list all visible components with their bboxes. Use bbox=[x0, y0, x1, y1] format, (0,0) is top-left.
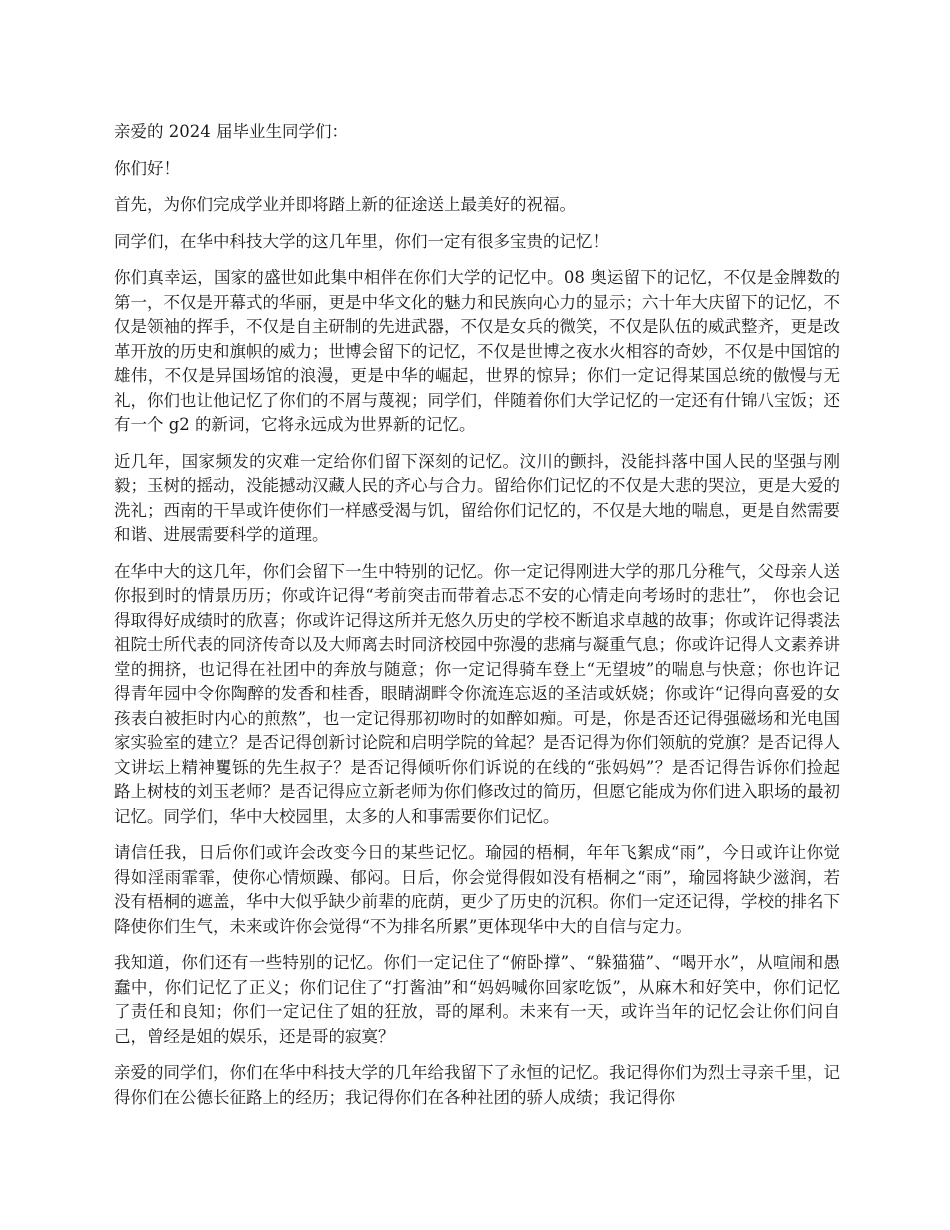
body-paragraph: 首先，为你们完成学业并即将踏上新的征途送上最美好的祝福。 bbox=[114, 195, 576, 214]
body-paragraph: 请信任我，日后你们或许会改变今日的某些记忆。瑜园的梧桐，年年飞絮成“雨”，今日或许让你觉得如淫雨霏霏，使你心情烦躁、郁闷。日后，你会觉得假如没有梧桐之“雨”，瑜园将缺少滋润，若没有梧桐的遮盖，华中大似乎缺少前辈的庇荫，更少了历史的沉积。你们一定还记得，学校的排名下降使你们生气，未来或许你会觉得“不为排名所累”更体现华中大的自信与定力。 bbox=[114, 843, 840, 936]
body-paragraph: 同学们，在华中科技大学的这几年里，你们一定有很多宝贵的记忆！ bbox=[114, 231, 609, 251]
greeting: 你们好！ bbox=[114, 158, 180, 178]
body-paragraph: 我知道，你们还有一些特别的记忆。你们一定记住了“俯卧撑”、“躲猫猫”、“喝开水”，从喧闹和愚蠢中，你们记忆了正义；你们记住了“打酱油”和“妈妈喊你回家吃饭”，从麻木和好笑中，你们记忆了责任和良知；你们一定记住了姐的狂放，哥的犀利。未来有一天，或许当年的记忆会让你们问自己，曾经是姐的娱乐，还是哥的寂寞？ bbox=[114, 953, 840, 1046]
document-body bbox=[114, 120, 840, 1122]
salutation: 亲爱的 2024 届毕业生同学们： bbox=[114, 122, 348, 141]
body-paragraph: 亲爱的同学们，你们在华中科技大学的几年给我留下了永恒的记忆。我记得你们为烈士寻亲千里，记得你们在公德长征路上的经历；我记得你们在各种社团的骄人成绩；我记得你 bbox=[114, 1063, 840, 1107]
body-paragraph: 近几年，国家频发的灾难一定给你们留下深刻的记忆。汶川的颤抖，没能抖落中国人民的坚强与刚毅；玉树的摇动，没能撼动汉藏人民的齐心与合力。留给你们记忆的不仅是大悲的哭泣，更是大爱的洗礼；西南的干旱或许使你们一样感受渴与饥，留给你们记忆的，不仅是大地的喘息，更是自然需要和谐、进展需要科学的道理。 bbox=[114, 451, 840, 544]
body-paragraph: 你们真幸运，国家的盛世如此集中相伴在你们大学的记忆中。08 奥运留下的记忆，不仅是金牌数的第一，不仅是开幕式的华丽，更是中华文化的魅力和民族向心力的显示；六十年大庆留下的记忆，不仅是领袖的挥手，不仅是自主研制的先进武器，不仅是女兵的微笑，不仅是队伍的威武整齐，更是改革开放的历史和旗帜的威力；世博会留下的记忆，不仅是世博之夜水火相容的奇妙，不仅是中国馆的雄伟，不仅是异国场馆的浪漫，更是中华的崛起，世界的惊异；你们一定记得某国总统的傲慢与无礼，你们也让他记忆了你们的不屑与蔑视；同学们，伴随着你们大学记忆的一定还有什锦八宝饭；还有一个 g2 的新词，它将永远成为世界新的记忆。 bbox=[114, 268, 840, 434]
body-paragraph: 在华中大的这几年，你们会留下一生中特别的记忆。你一定记得刚进大学的那几分稚气，父母亲人送你报到时的情景历历；你或许记得“考前突击而带着忐忑不安的心情走向考场时的悲壮”， 你也会记得取得好成绩时的欣喜；你或许记得这所并无悠久历史的学校不断追求卓越的故事；你或许记得裘法祖院士所代表的同济传奇以及大师离去时同济校园中弥漫的悲痛与凝重气息；你或许记得人文素养讲堂的拥挤，也记得在社团中的奔放与随意；你一定记得骑车登上“无望坡”的喘息与快意；你也许记得青年园中令你陶醉的发香和桂香，眼睛湖畔令你流连忘返的圣洁或妖娆；你或许“记得向喜爱的女孩表白被拒时内心的煎熬”，也一定记得那初吻时的如醉如痴。可是，你是否还记得强磁场和光电国家实验室的建立？是否记得创新讨论院和启明学院的耸起？是否记得为你们领航的党旗？是否记得人文讲坛上精神矍铄的先生叔子？是否记得倾听你们诉说的在线的“张妈妈”？是否记得告诉你们捡起路上树枝的刘玉老师？是否记得应立新老师为你们修改过的简历，但愿它能成为你们进入职场的最初记忆。同学们，华中大校园里，太多的人和事需要你们记忆。 bbox=[114, 561, 840, 826]
